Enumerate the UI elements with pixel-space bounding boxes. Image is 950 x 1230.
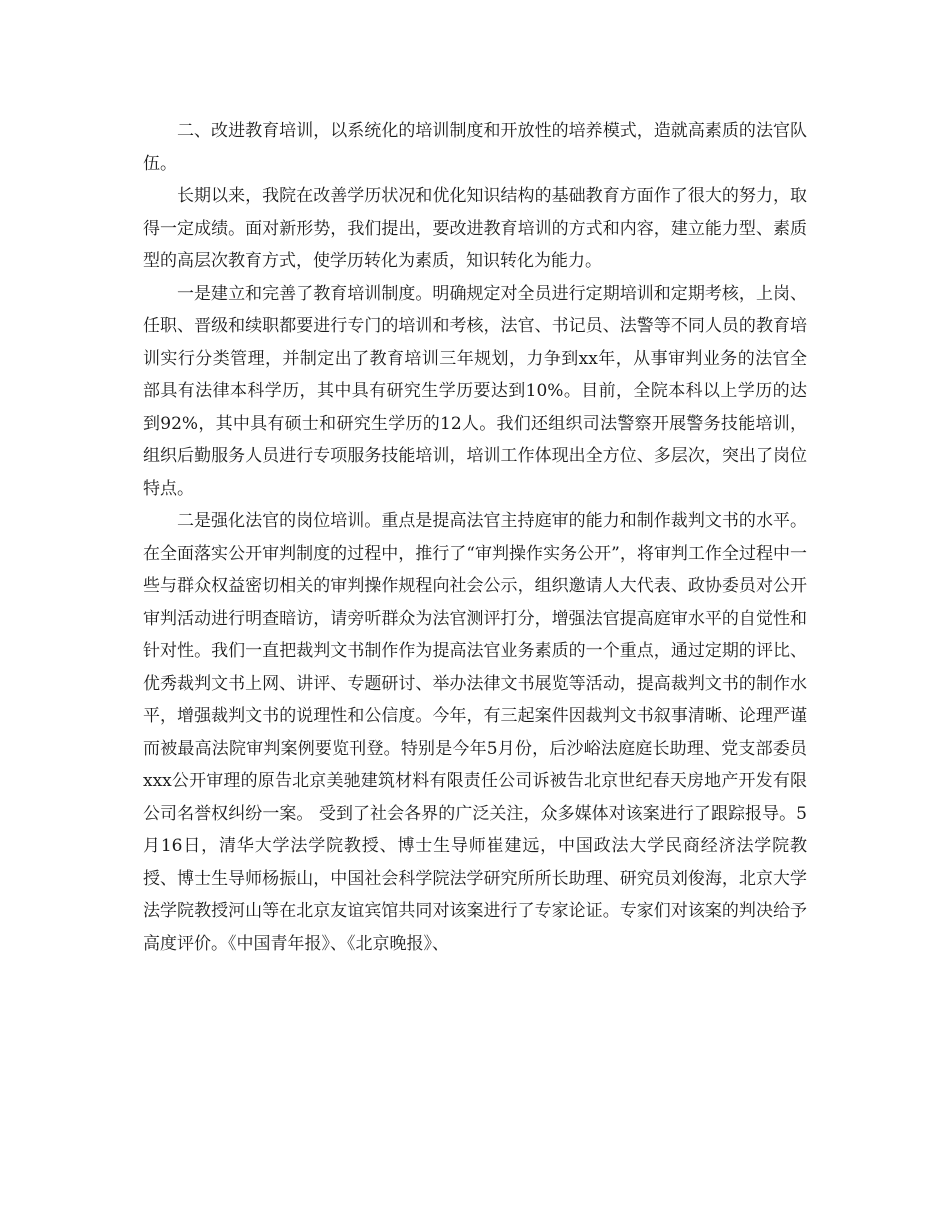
body-paragraph-training-system: 一是建立和完善了教育培训制度。明确规定对全员进行定期培训和定期考核，上岗、任职、晋级和续职都要进行专门的培训和考核，法官、书记员、法警等不同人员的教育培训实行分类管理，并制定出了教育培训三年规划，力争到xx年，从事审判业务的法官全部具有法律本科学历，其中具有研究生学历要达到10%。目前，全院本科以上学历的达到92%，其中具有硕士和研究生学历的12人。我们还组织司法警察开展警务技能培训，组织后勤服务人员进行专项服务技能培训，培训工作体现出全方位、多层次，突出了岗位特点。 — [143, 283, 807, 499]
section-heading-paragraph: 二、改进教育培训，以系统化的培训制度和开放性的培养模式，造就高素质的法官队伍。 — [143, 121, 807, 174]
body-paragraph-intro: 长期以来，我院在改善学历状况和优化知识结构的基础教育方面作了很大的努力，取得一定成绩。面对新形势，我们提出，要改进教育培训的方式和内容，建立能力型、素质型的高层次教育方式，使学历转化为素质，知识转化为能力。 — [143, 186, 807, 271]
document-page — [143, 115, 807, 960]
body-paragraph-post-training: 二是强化法官的岗位培训。重点是提高法官主持庭审的能力和制作裁判文书的水平。在全面落实公开审判制度的过程中，推行了“审判操作实务公开”，将审判工作全过程中一些与群众权益密切相关的审判操作规程向社会公示，组织邀请人大代表、政协委员对公开审判活动进行明查暗访，请旁听群众为法官测评打分，增强法官提高庭审水平的自觉性和针对性。我们一直把裁判文书制作作为提高法官业务素质的一个重点，通过定期的评比、优秀裁判文书上网、讲评、专题研讨、举办法律文书展览等活动，提高裁判文书的制作水平，增强裁判文书的说理性和公信度。今年，有三起案件因裁判文书叙事清晰、论理严谨而被最高法院审判案例要览刊登。特别是今年5月份，后沙峪法庭庭长助理、党支部委员xxx公开审理的原告北京美驰建筑材料有限责任公司诉被告北京世纪春天房地产开发有限公司名誉权纠纷一案。 受到了社会各界的广泛关注，众多媒体对该案进行了跟踪报导。5月16日，清华大学法学院教授、博士生导师崔建远，中国政法大学民商经济法学院教授、博士生导师杨振山，中国社会科学院法学研究所所长助理、研究员刘俊海，北京大学法学院教授河山等在北京友谊宾馆共同对该案进行了专家论证。专家们对该案的判决给予高度评价。《中国青年报》、《北京晚报》、 — [143, 511, 807, 954]
